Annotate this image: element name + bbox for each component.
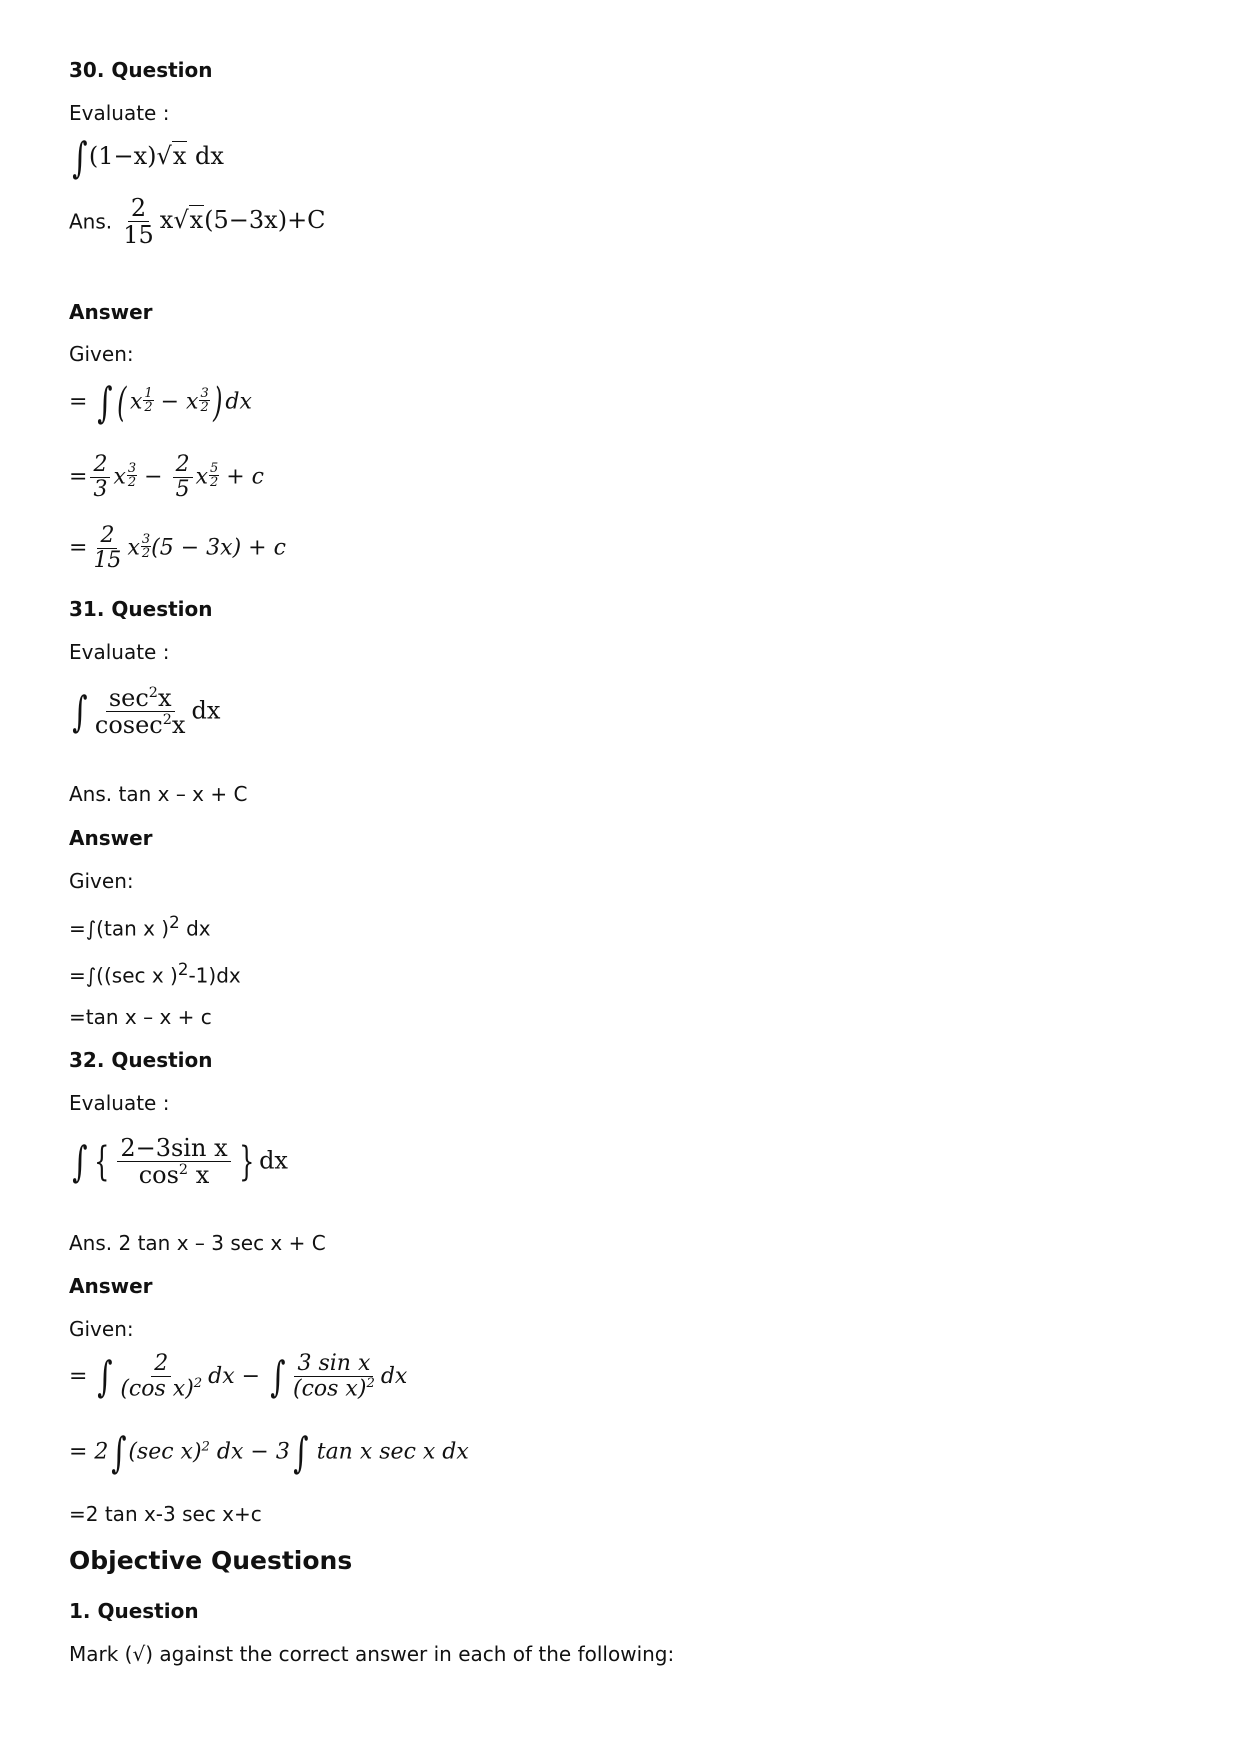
q32-final-result: =2 tan x-3 sec x+c — [69, 1502, 262, 1526]
q31-step-3: =tan x – x + c — [69, 1005, 212, 1029]
q31-integral-expression: ∫ $\sec^2x$ cosec$^2$x dx — [72, 684, 221, 740]
q30-heading: 30. Question — [69, 58, 213, 82]
q31-answer-heading: Answer — [69, 826, 153, 850]
q30-integral-expression: ∫(1−x)√x dx — [72, 133, 224, 182]
section-title: Objective Questions — [69, 1546, 353, 1575]
q31-step-1-suffix: dx — [179, 916, 211, 941]
q31-given: Given: — [69, 869, 134, 893]
q31-step-1-exponent: 2 — [169, 913, 180, 932]
q32-heading: 32. Question — [69, 1048, 213, 1072]
q31-prompt: Evaluate : — [69, 640, 170, 664]
q31-step-2-suffix: -1)dx — [188, 963, 241, 988]
q30-step-1: = ∫ ( x $\frac{1}{2}$ − x $\frac{3}{2}$ ) dx — [69, 378, 252, 427]
q31-step-1-text: =∫(tan x ) — [69, 916, 170, 941]
q31-step-2-exponent: 2 — [177, 960, 189, 979]
q30-given: Given: — [69, 342, 134, 366]
q32-integral-expression: ∫ { $\frac{\text{2−3sin x}}{\cos^2 x}$ } dx — [72, 1134, 288, 1190]
q30-answer-heading: Answer — [69, 300, 153, 324]
q30-prompt: Evaluate : — [69, 101, 170, 125]
ans-label: Ans. — [69, 209, 113, 234]
q32-prompt: Evaluate : — [69, 1091, 170, 1115]
q30-step-3: = $\frac{2}{15}$ x $\frac{3}{2}$ (5 − 3x) + c — [69, 523, 286, 574]
q32-answer-heading: Answer — [69, 1274, 153, 1298]
q30-answer-given: Ans. $\frac{2}{15}$ x√x(5−3x)+C — [69, 194, 326, 250]
q31-step-2 — [69, 960, 241, 988]
q31-step-1 — [69, 913, 211, 941]
q31-step-2-text: =∫((sec x ) — [69, 963, 178, 988]
q32-step-1: = ∫ $\frac{2}{(\cos x)^2}$ dx − ∫ $\frac{\text{3 sin x}}{(\cos x)^2}$ dx — [69, 1351, 408, 1402]
q30-step-2: = $\frac{2}{3}$ x $\frac{3}{2}$ − $\frac{2}{5}$ x $\frac{5}{2}$ + c — [69, 452, 265, 503]
q32-given: Given: — [69, 1317, 134, 1341]
q32-step-2: = 2∫(sec x)$^2$ dx − 3∫ tan x sec x dx — [69, 1428, 469, 1477]
q32-answer-given: Ans. 2 tan x – 3 sec x + C — [69, 1231, 326, 1255]
q31-heading: 31. Question — [69, 597, 213, 621]
objective-q1-heading: 1. Question — [69, 1599, 199, 1623]
q31-answer-given: Ans. tan x – x + C — [69, 782, 248, 806]
objective-q1-instruction: Mark (√) against the correct answer in each of the following: — [69, 1642, 675, 1666]
